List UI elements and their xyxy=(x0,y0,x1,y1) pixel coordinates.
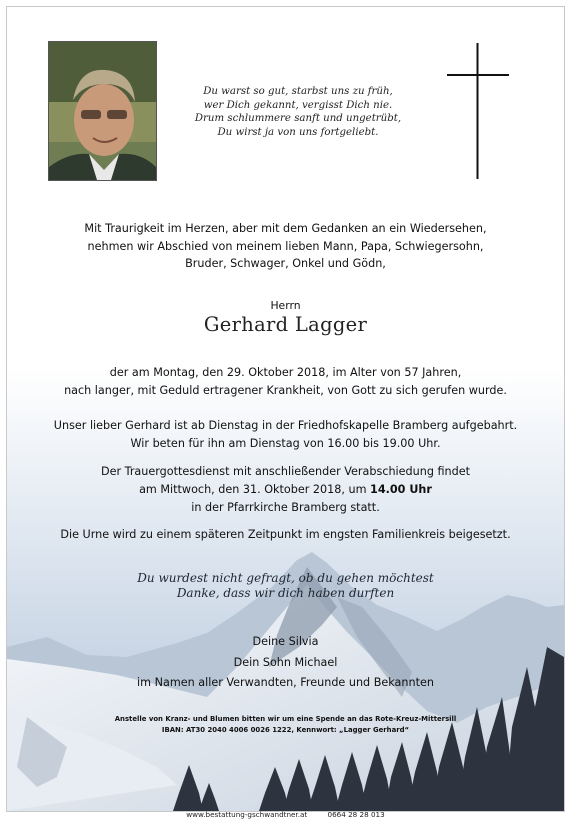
verse-bottom-line: Du wurdest nicht gefragt, ob du gehen möchtest xyxy=(137,571,434,585)
obituary-card xyxy=(6,6,565,812)
service-line xyxy=(7,481,564,499)
death-announcement xyxy=(7,364,564,400)
donation-line: Anstelle von Kranz- und Blumen bitten wir um eine Spende an das Rote-Kreuz-Mittersill xyxy=(114,715,457,723)
verse-top-line: Du warst so gut, starbst uns zu früh, xyxy=(203,86,393,97)
verse-bottom xyxy=(7,571,564,600)
salutation: Herrn xyxy=(270,299,301,312)
viewing-info xyxy=(7,417,564,453)
verse-top-line: Du wirst ja von uns fortgeliebt. xyxy=(217,126,379,138)
funeral-service-info xyxy=(7,463,564,517)
viewing-line: Wir beten für ihn am Dienstag von 16.00 bis 19.00 Uhr. xyxy=(130,437,441,450)
service-line: Der Trauergottesdienst mit anschließender Verabschiedung findet xyxy=(100,465,470,478)
signature-line: Dein Sohn Michael xyxy=(233,655,338,669)
donation-line: IBAN: AT30 2040 4006 0026 1222, Kennwort: „Lagger Gerhard“ xyxy=(161,725,410,734)
portrait-photo xyxy=(48,41,157,181)
service-line: in der Pfarrkirche Bramberg statt. xyxy=(191,501,380,514)
deceased-name: Gerhard Lagger xyxy=(203,313,368,336)
verse-bottom-line: Danke, dass wir dich haben durften xyxy=(176,585,395,600)
urn-info: Die Urne wird zu einem späteren Zeitpunkt im engsten Familienkreis beigesetzt. xyxy=(60,528,511,541)
service-time: 14.00 Uhr xyxy=(370,483,432,496)
signature-line: Deine Silvia xyxy=(252,635,319,648)
donation-note xyxy=(7,714,564,735)
verse-top-line: wer Dich gekannt, vergisst Dich nie. xyxy=(203,99,393,111)
portrait-image xyxy=(49,42,156,180)
announcement-line: der am Montag, den 29. Oktober 2018, im Alter von 57 Jahren, xyxy=(109,366,462,379)
footer-website[interactable]: www.bestattung-gschwandtner.at xyxy=(186,810,308,819)
announcement-line: nach langer, mit Geduld ertragener Krankheit, von Gott zu sich gerufen wurde. xyxy=(64,384,507,397)
intro-line: Bruder, Schwager, Onkel und Gödn, xyxy=(185,257,386,270)
verse-top xyxy=(157,85,439,139)
footer-phone: 0664 28 28 013 xyxy=(327,810,385,819)
mourners-signatures xyxy=(7,632,564,694)
viewing-line: Unser lieber Gerhard ist ab Dienstag in der Friedhofskapelle Bramberg aufgebahrt. xyxy=(53,419,518,432)
intro-line: Mit Traurigkeit im Herzen, aber mit dem Gedanken an ein Wiedersehen, xyxy=(84,222,487,235)
service-date: am Mittwoch, den 31. Oktober 2018, um xyxy=(139,483,371,496)
verse-top-line: Drum schlummere sanft und ungetrübt, xyxy=(194,113,402,124)
signature-line: im Namen aller Verwandten, Freunde und Bekannten xyxy=(137,676,434,689)
cross-icon xyxy=(447,43,509,179)
intro-line: nehmen wir Abschied von meinem lieben Mann, Papa, Schwiegersohn, xyxy=(87,239,484,253)
intro-text xyxy=(7,220,564,273)
footer xyxy=(0,810,571,819)
